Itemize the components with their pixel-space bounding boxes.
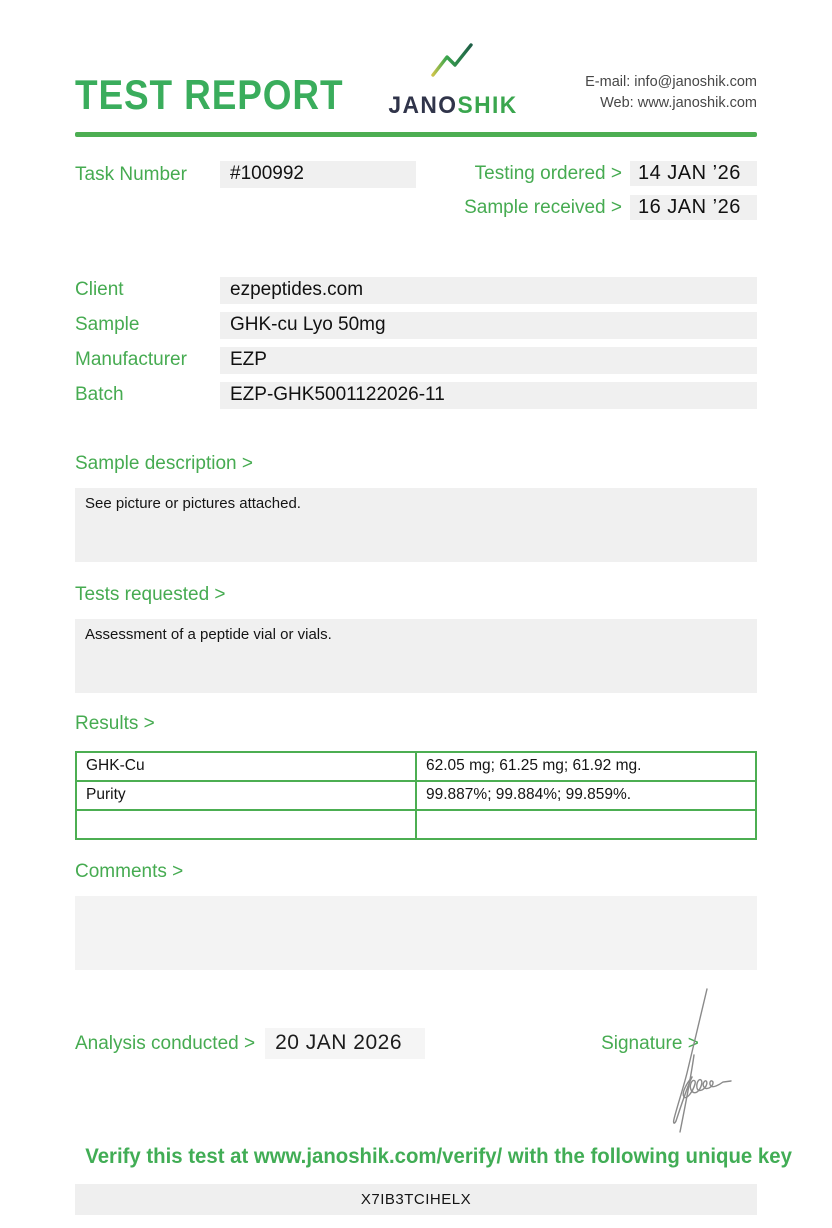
result-value xyxy=(416,810,756,839)
info-row-client xyxy=(75,277,757,304)
info-row-sample xyxy=(75,312,757,339)
client-label: Client xyxy=(75,279,124,300)
result-name: GHK-Cu xyxy=(76,752,416,781)
sample-label: Sample xyxy=(75,314,140,335)
report-header xyxy=(75,0,757,118)
result-name xyxy=(76,810,416,839)
manufacturer-value: EZP xyxy=(220,347,757,374)
tests-requested-body: Assessment of a peptide vial or vials. xyxy=(75,619,757,693)
contact-web: Web: www.janoshik.com xyxy=(600,94,757,111)
client-value: ezpeptides.com xyxy=(220,277,757,304)
testing-ordered-label: Testing ordered > xyxy=(474,162,622,184)
table-row xyxy=(76,752,756,781)
task-row xyxy=(75,161,757,229)
task-number-value: #100992 xyxy=(220,161,416,188)
brand-name-prefix: JANO xyxy=(387,92,458,119)
testing-ordered-value: 14 JAN ’26 xyxy=(630,161,757,186)
janoshik-logo xyxy=(385,41,521,118)
comments-body xyxy=(75,896,757,970)
analysis-conducted-value: 20 JAN 2026 xyxy=(265,1028,425,1059)
table-row xyxy=(76,810,756,839)
sample-description-heading: Sample description > xyxy=(75,453,253,474)
result-name: Purity xyxy=(76,781,416,810)
result-value: 62.05 mg; 61.25 mg; 61.92 mg. xyxy=(416,752,756,781)
batch-label: Batch xyxy=(75,384,124,405)
info-fields xyxy=(75,277,757,409)
analysis-conducted-label: Analysis conducted > xyxy=(75,1032,256,1054)
signature-label: Signature > xyxy=(601,1032,699,1054)
table-row xyxy=(76,781,756,810)
contact-info xyxy=(585,72,757,118)
results-heading: Results > xyxy=(75,713,155,734)
verify-instruction: Verify this test at www.janoshik.com/verify/ with the following unique key xyxy=(85,1145,792,1168)
contact-email: E-mail: info@janoshik.com xyxy=(585,73,757,90)
comments-heading: Comments > xyxy=(75,861,184,882)
task-number-group xyxy=(75,161,416,188)
info-row-batch xyxy=(75,382,757,409)
sample-description-body: See picture or pictures attached. xyxy=(75,488,757,562)
verify-key: X7IB3TCIHELX xyxy=(75,1184,757,1215)
testing-ordered-row xyxy=(464,161,757,186)
task-number-label: Task Number xyxy=(75,163,187,185)
manufacturer-label: Manufacturer xyxy=(75,349,187,370)
sample-received-label: Sample received > xyxy=(464,196,622,218)
signature-image xyxy=(647,985,742,1135)
sample-received-value: 16 JAN ’26 xyxy=(630,195,757,220)
dates-group xyxy=(464,161,757,229)
page-title: TEST REPORT xyxy=(75,71,344,118)
result-value: 99.887%; 99.884%; 99.859%. xyxy=(416,781,756,810)
info-row-manufacturer xyxy=(75,347,757,374)
tests-requested-heading: Tests requested > xyxy=(75,584,226,605)
results-table xyxy=(75,751,757,840)
brand-name-suffix: SHIK xyxy=(457,92,518,119)
sample-received-row xyxy=(464,195,757,220)
brand-name xyxy=(388,94,517,118)
sample-value: GHK-cu Lyo 50mg xyxy=(220,312,757,339)
batch-value: EZP-GHK5001122026-11 xyxy=(220,382,757,409)
header-divider xyxy=(75,132,757,137)
growth-chart-icon xyxy=(427,41,479,93)
